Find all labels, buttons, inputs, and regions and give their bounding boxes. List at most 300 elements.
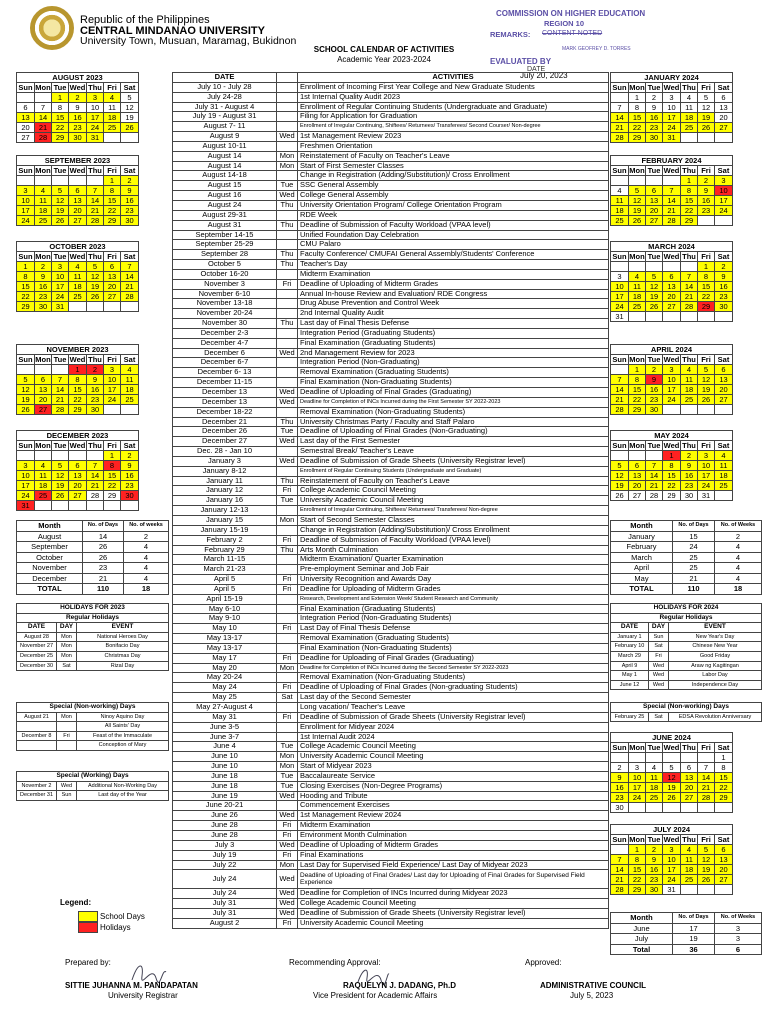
calendar-day: 31 [611, 312, 629, 322]
holiday-cell: February 25 [611, 712, 649, 722]
activity-text: Enrollment of Regular Continuing Students (Undergraduate and Graduate) [298, 102, 609, 112]
calendar-day: 10 [663, 855, 681, 865]
calendar-day: 18 [646, 783, 663, 793]
legend-label-school-days: School Days [100, 912, 145, 921]
calendar-day: 23 [87, 395, 104, 405]
summary-cell: 21 [83, 573, 124, 584]
table-row [173, 230, 609, 240]
table-row [173, 565, 609, 575]
activity-date: August 2 [173, 918, 277, 928]
activity-text: Baccalaureate Service [298, 771, 609, 781]
table-row [173, 555, 609, 565]
day-header: Wed [663, 83, 680, 92]
calendar-day: 7 [121, 262, 139, 272]
day-header: Mon [35, 252, 51, 261]
activity-text: Drug Abuse Prevention and Control Week [298, 299, 609, 309]
day-header: Tue [52, 166, 69, 176]
calendar-day: 6 [104, 262, 121, 272]
activity-text: Last day of the First Semester [298, 437, 609, 447]
calendar-day: 22 [715, 783, 733, 793]
calendar-day: 5 [629, 186, 646, 196]
activity-date: December 11-15 [173, 378, 277, 388]
activity-text: Start of Second Semester Classes [298, 515, 609, 525]
activity-text: Filing for Application for Graduation [298, 112, 609, 122]
calendar-day: 22 [69, 395, 87, 405]
activity-day: Fri [277, 821, 298, 831]
holiday-cell: August 28 [17, 632, 57, 642]
activity-text: University Orientation Program/ College Orientation Program [298, 200, 609, 210]
calendar-day: 22 [698, 292, 715, 302]
activity-text: Pre-employment Seminar and Job Fair [298, 565, 609, 575]
activity-day: Thu [277, 545, 298, 555]
holiday-header: DATE [17, 623, 57, 633]
day-header: Mon [629, 441, 645, 450]
activity-date: June 20-21 [173, 801, 277, 811]
calendar-day: 13 [104, 272, 121, 282]
calendar-day: 8 [52, 103, 69, 113]
activity-date: December 27 [173, 437, 277, 447]
legend-swatch-holidays [78, 922, 98, 933]
calendar-day: 12 [611, 471, 629, 481]
activity-day [277, 230, 298, 240]
calendar-day: 19 [87, 282, 104, 292]
calendar-day [611, 753, 629, 763]
calendar-day: 2 [646, 93, 663, 103]
activity-text: Deadline for Uploading of Final Grades (Graduating) [298, 653, 609, 663]
activity-day [277, 378, 298, 388]
summary-header: No. of weeks [124, 521, 169, 532]
calendar-day: 2 [715, 262, 733, 272]
calendar-day: 21 [611, 123, 629, 133]
activity-day [277, 614, 298, 624]
activity-day [277, 506, 298, 516]
holiday-cell: August 21 [17, 712, 57, 722]
table-row [173, 781, 609, 791]
activity-date: July 24-28 [173, 92, 277, 102]
holiday-cell: Mon [57, 632, 77, 642]
table-row [173, 752, 609, 762]
activity-day [277, 210, 298, 220]
table-row [173, 791, 609, 801]
council-date: July 5, 2023 [570, 991, 614, 1000]
activity-text: Freshmen Orientation [298, 141, 609, 151]
table-row [173, 319, 609, 329]
calendar-day: 7 [611, 855, 629, 865]
table-row [173, 732, 609, 742]
activity-date: June 28 [173, 830, 277, 840]
calendar-day: 11 [681, 375, 698, 385]
day-header: Wed [663, 743, 680, 752]
calendar-day: 17 [715, 196, 733, 206]
calendar-day: 5 [663, 763, 681, 773]
table-row [173, 358, 609, 368]
summary-header: No. of Weeks [715, 521, 762, 532]
activity-text: RDE Week [298, 210, 609, 220]
calendar-day: 1 [629, 93, 646, 103]
day-header: Fri [698, 252, 715, 262]
table-row [173, 250, 609, 260]
calendar-month-title: MAY 2024 [611, 431, 733, 441]
holiday-title: Special (Non-working) Days [17, 703, 169, 713]
calendar-day: 19 [698, 385, 715, 395]
holiday-cell: All Saints' Day [77, 722, 169, 732]
calendar-day: 20 [69, 481, 87, 491]
calendar-day [646, 176, 663, 186]
day-header: Sun [18, 441, 33, 450]
activity-date: June 26 [173, 811, 277, 821]
activity-day: Fri [277, 712, 298, 722]
activity-text: 1st Internal Audit 2024 [298, 732, 609, 742]
table-row [173, 289, 609, 299]
calendar-day: 6 [69, 186, 87, 196]
calendar-day: 28 [646, 491, 663, 501]
calendar-day: 19 [698, 865, 715, 875]
activities-header: DATE [173, 73, 277, 83]
calendar-day [646, 312, 663, 322]
calendar-day: 16 [698, 196, 715, 206]
calendar-day: 17 [87, 113, 104, 123]
calendar-day: 10 [629, 773, 646, 783]
day-header: Sun [612, 252, 627, 261]
day-header: Wed [69, 83, 86, 92]
activity-text: College General Assembly [298, 191, 609, 201]
calendar-day [698, 405, 715, 415]
calendar-day: 16 [121, 196, 139, 206]
calendar-day: 22 [104, 206, 121, 216]
calendar-day [715, 133, 733, 143]
calendar-day: 24 [663, 875, 681, 885]
vpaa-role: Vice President for Academic Affairs [313, 991, 438, 1000]
activity-date: April 5 [173, 575, 277, 585]
calendar-day [698, 803, 715, 813]
calendar-day: 25 [121, 395, 139, 405]
activity-date: May 9-10 [173, 614, 277, 624]
calendar-day: 23 [121, 206, 139, 216]
calendar-day: 7 [646, 461, 663, 471]
day-header: Thu [88, 355, 102, 364]
calendar-day: 18 [104, 113, 121, 123]
calendar-day: 11 [35, 196, 52, 206]
activity-date: December 6-7 [173, 358, 277, 368]
calendar-day [121, 133, 139, 143]
calendar-day: 26 [121, 123, 139, 133]
summary-cell: 3 [715, 934, 762, 945]
activity-day [277, 102, 298, 112]
activity-day: Wed [277, 397, 298, 407]
calendar-month-title: JULY 2024 [611, 825, 733, 835]
table-row [173, 437, 609, 447]
calendar-day: 27 [104, 292, 121, 302]
summary1-table [16, 520, 169, 595]
activity-day: Fri [277, 279, 298, 289]
table-row [173, 742, 609, 752]
calendar-month-title: MARCH 2024 [611, 242, 733, 252]
calendar-month-title: AUGUST 2023 [17, 73, 139, 83]
calendar-day: 28 [611, 405, 629, 415]
calendar-day: 12 [698, 855, 715, 865]
calendar-day [681, 803, 698, 813]
calendar-day: 27 [646, 216, 663, 226]
calendar-day [681, 885, 698, 895]
calendar-day: 21 [611, 875, 629, 885]
holiday-cell: Additional Non-Working Day [77, 781, 169, 791]
calendar-day: 24 [663, 395, 681, 405]
calendar-day [104, 405, 121, 415]
activity-date: October 5 [173, 260, 277, 270]
activities-table [172, 72, 609, 929]
table-row [173, 476, 609, 486]
legend-label-holidays: Holidays [100, 923, 131, 932]
calendar-day: 4 [681, 365, 698, 375]
day-header: Wed [663, 166, 680, 175]
activity-day: Mon [277, 663, 298, 673]
day-header: Mon [629, 166, 645, 175]
holiday-cell: EDSA Revolution Anniversary [669, 712, 762, 722]
calendar-day: 1 [69, 365, 87, 375]
calendar-day [611, 176, 629, 186]
activity-date: May 6-10 [173, 604, 277, 614]
calendar-day: 6 [35, 375, 52, 385]
activity-text: Final Examinations [298, 850, 609, 860]
calendar-day: 17 [104, 385, 121, 395]
calendar-day [715, 405, 733, 415]
calendar-day: 31 [52, 302, 69, 312]
table-row [173, 712, 609, 722]
calendar-day: 31 [698, 491, 715, 501]
calendar-day [663, 312, 681, 322]
calendar-day: 1 [698, 262, 715, 272]
calendar-day: 15 [104, 196, 121, 206]
table-row [173, 722, 609, 732]
stamp-date-label: DATE [527, 66, 546, 73]
holiday-cell: December 25 [17, 651, 57, 661]
calendar-day: 27 [681, 793, 698, 803]
calendar-day: 7 [35, 103, 52, 113]
calendar-day: 26 [698, 875, 715, 885]
calendar-day: 5 [52, 186, 69, 196]
day-header: Sun [612, 83, 627, 92]
calendar-day: 28 [611, 885, 629, 895]
summary-cell: 25 [673, 552, 715, 563]
calendar-day: 10 [87, 103, 104, 113]
calendar-day: 4 [35, 461, 52, 471]
calendar-day: 15 [715, 773, 733, 783]
calendar-day: 9 [698, 186, 715, 196]
calendar-day: 18 [629, 292, 646, 302]
calendar-day: 29 [104, 491, 121, 501]
calendar-day: 27 [629, 491, 646, 501]
calendar-day: 16 [646, 385, 663, 395]
calendar-day: 3 [663, 93, 681, 103]
holiday-title: HOLIDAYS FOR 2024 [611, 604, 762, 614]
calendar-day: 24 [52, 292, 69, 302]
calendar-day: 25 [681, 123, 698, 133]
activity-date: May 31 [173, 712, 277, 722]
activity-day [277, 358, 298, 368]
calendar-day: 28 [87, 216, 104, 226]
calendar-day: 21 [87, 481, 104, 491]
activities-header: ACTIVITIES [298, 73, 609, 83]
activity-date: August 14-18 [173, 171, 277, 181]
vpaa-name: RAQUELYN J. DADANG, Ph.D [343, 981, 457, 990]
table-row [173, 191, 609, 201]
activity-date: June 10 [173, 762, 277, 772]
activity-date: December 6- 13 [173, 368, 277, 378]
holiday-cell: Mon [57, 642, 77, 652]
calendar-day: 30 [681, 491, 698, 501]
table-row [173, 821, 609, 831]
activity-text: University Recognition and Awards Day [298, 575, 609, 585]
calendar-day: 13 [69, 471, 87, 481]
calendar-day: 22 [629, 123, 646, 133]
calendar-day: 8 [69, 375, 87, 385]
table-row [173, 486, 609, 496]
calendar-day: 6 [629, 461, 646, 471]
calendar-day: 25 [104, 123, 121, 133]
activity-text: Midterm Examination/ Quarter Examination [298, 555, 609, 565]
day-header: Sun [18, 355, 33, 364]
calendar-2 [16, 241, 139, 312]
activity-date: November 6-10 [173, 289, 277, 299]
calendar-day: 5 [611, 461, 629, 471]
table-row [173, 515, 609, 525]
table-row [173, 594, 609, 604]
calendar-day: 16 [121, 471, 139, 481]
calendar-day: 12 [17, 385, 35, 395]
calendar-day: 23 [646, 123, 663, 133]
day-header: Tue [646, 83, 663, 93]
activity-day [277, 368, 298, 378]
calendar-day: 22 [629, 395, 646, 405]
calendar-day: 11 [715, 461, 733, 471]
activity-day: Fri [277, 535, 298, 545]
holiday-header: EVENT [77, 623, 169, 633]
activity-text: Final Examination (Graduating Students) [298, 604, 609, 614]
activity-date: December 4-7 [173, 338, 277, 348]
calendar-day: 28 [87, 491, 104, 501]
summary-cell: 2 [124, 531, 169, 542]
holiday-cell: Sat [649, 712, 669, 722]
activity-text: 1st Internal Quality Audit 2023 [298, 92, 609, 102]
calendar-day: 8 [629, 855, 646, 865]
activity-date: August 31 [173, 220, 277, 230]
stamp-remarks: REMARKS: [490, 30, 531, 39]
holiday-cell: Fri [57, 731, 77, 741]
calendar-day: 4 [646, 763, 663, 773]
calendar-day: 16 [681, 471, 698, 481]
calendar-day [35, 451, 52, 461]
calendar-day [87, 451, 104, 461]
table-row [173, 368, 609, 378]
activity-date: Dec. 28 - Jan 10 [173, 447, 277, 457]
calendar-day: 12 [87, 272, 104, 282]
calendar-day [52, 501, 69, 511]
activity-text: Deadline of Uploading of Midterm Grades [298, 840, 609, 850]
calendar-day: 25 [629, 302, 646, 312]
calendar-0 [16, 72, 139, 143]
activity-text: Deadline of Uploading of Final Grades (Non-graduating Students) [298, 683, 609, 693]
activity-day [277, 289, 298, 299]
activity-day [277, 673, 298, 683]
summary-cell: 26 [83, 552, 124, 563]
calendar-day: 24 [87, 123, 104, 133]
calendar-day: 21 [52, 395, 69, 405]
activity-date: June 19 [173, 791, 277, 801]
calendar-day: 13 [35, 385, 52, 395]
holiday-cell: Good Friday [669, 651, 762, 661]
calendar-day: 4 [104, 93, 121, 103]
activity-day: Thu [277, 260, 298, 270]
holiday-cell: May 1 [611, 671, 649, 681]
day-header: Sat [121, 252, 139, 262]
calendar-day: 17 [52, 282, 69, 292]
holiday-cell: Ninoy Aquino Day [77, 712, 169, 722]
holiday-cell: Wed [649, 661, 669, 671]
calendar-day: 22 [52, 123, 69, 133]
day-header: Wed [69, 252, 86, 261]
day-header: Sat [121, 355, 139, 365]
summary-cell: 23 [83, 563, 124, 574]
summary-cell: November [17, 563, 83, 574]
activity-day: Wed [277, 388, 298, 398]
activity-text: Removal Examination (Non-Graduating Students) [298, 673, 609, 683]
activity-date: November 30 [173, 319, 277, 329]
table-row [173, 269, 609, 279]
calendar-day: 20 [104, 282, 121, 292]
calendar-day: 22 [629, 875, 646, 885]
holiday-cell: Mon [57, 651, 77, 661]
calendar-day [69, 451, 87, 461]
calendar-day: 2 [681, 451, 698, 461]
activity-text: Start of First Semester Classes [298, 161, 609, 171]
calendar-day: 10 [611, 282, 629, 292]
calendar-day: 15 [629, 113, 646, 123]
calendar-day: 16 [646, 113, 663, 123]
activity-text: Integration Period (Graduating Students) [298, 328, 609, 338]
holiday-cell: Wed [649, 680, 669, 690]
activity-text: Last Day of Final Thesis Defense [298, 624, 609, 634]
activity-day: Tue [277, 742, 298, 752]
activity-date: May 20 [173, 663, 277, 673]
activity-day [277, 643, 298, 653]
activity-date: December 13 [173, 397, 277, 407]
holiday-cell [17, 741, 57, 751]
activity-text: Removal Examination (Non-Graduating Students) [298, 407, 609, 417]
calendar-day: 29 [629, 405, 646, 415]
activity-text: Midterm Examination [298, 821, 609, 831]
summary-total: TOTAL [611, 584, 673, 595]
day-header: Tue [646, 355, 663, 365]
table-row [173, 151, 609, 161]
day-header: Tue [52, 355, 69, 365]
calendar-day: 1 [629, 845, 646, 855]
calendar-day: 15 [52, 113, 69, 123]
calendar-day: 19 [52, 206, 69, 216]
activity-text: University Christmas Party / Faculty and Staff Palaro [298, 417, 609, 427]
day-header: Fri [104, 166, 121, 176]
calendar-day: 21 [681, 292, 698, 302]
calendar-day: 6 [715, 93, 733, 103]
activity-day: Mon [277, 151, 298, 161]
table-row [173, 762, 609, 772]
day-header: Sat [121, 441, 139, 451]
day-header: Sat [715, 441, 733, 451]
calendar-day: 22 [104, 481, 121, 491]
calendar-day: 2 [698, 176, 715, 186]
summary-total: 110 [83, 584, 124, 595]
legend-swatch-school-days [78, 911, 98, 922]
calendar-day [663, 262, 681, 272]
